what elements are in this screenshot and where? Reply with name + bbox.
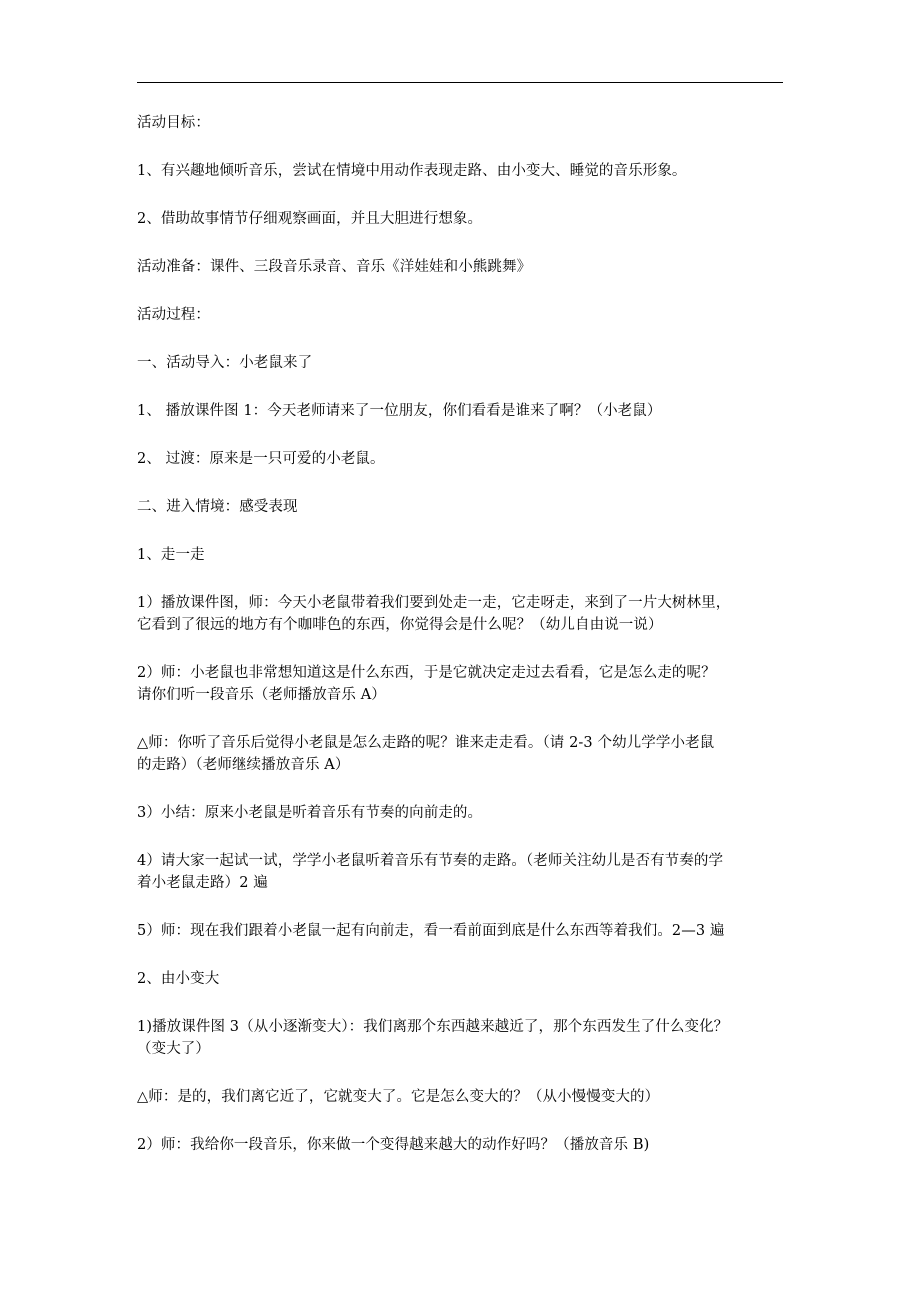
paragraph (137, 304, 787, 326)
paragraph (137, 400, 787, 422)
paragraph-line: （变大了） (137, 1041, 210, 1057)
paragraph (137, 1134, 787, 1156)
paragraph (137, 160, 787, 182)
paragraph-line: 2、借助故事情节仔细观察画面，并且大胆进行想象。 (137, 211, 483, 227)
paragraph-line: 1、走一走 (137, 547, 205, 563)
paragraph-line: 3）小结：原来小老鼠是听着音乐有节奏的向前走的。 (137, 805, 483, 821)
paragraph (137, 592, 787, 636)
paragraph (137, 850, 787, 894)
paragraph (137, 662, 787, 706)
paragraph-line: 1）播放课件图，师：今天小老鼠带着我们要到处走一走，它走呀走，来到了一片大树林里， (137, 595, 731, 611)
paragraph-line: 它看到了很远的地方有个咖啡色的东西，你觉得会是什么呢？（幼儿自由说一说） (137, 617, 663, 633)
paragraph-line: 2、 过渡：原来是一只可爱的小老鼠。 (137, 451, 385, 467)
paragraph (137, 208, 787, 230)
paragraph (137, 802, 787, 824)
paragraph-line: 2）师：小老鼠也非常想知道这是什么东西，于是它就决定走过去看看，它是怎么走的呢？ (137, 665, 716, 681)
paragraph (137, 448, 787, 470)
paragraph-line: 活动过程： (137, 307, 210, 323)
paragraph-line: 二、进入情境：感受表现 (137, 499, 298, 515)
paragraph-line: △师：你听了音乐后觉得小老鼠是怎么走路的呢？谁来走走看。（请 2-3 个幼儿学学小老鼠 (137, 735, 715, 751)
paragraph-line: 4）请大家一起试一试，学学小老鼠听着音乐有节奏的走路。（老师关注幼儿是否有节奏的学 (137, 853, 724, 869)
paragraph (137, 732, 787, 776)
paragraph (137, 920, 787, 942)
paragraph (137, 1086, 787, 1108)
paragraph (137, 112, 787, 134)
paragraph-line: 请你们听一段音乐（老师播放音乐 A） (137, 687, 386, 703)
paragraph-line: 的走路）（老师继续播放音乐 A） (137, 757, 350, 773)
header-rule (137, 82, 783, 83)
paragraph-line: 2）师：我给你一段音乐，你来做一个变得越来越大的动作好吗？（播放音乐 B) (137, 1137, 650, 1153)
paragraph-line: 1)播放课件图 3（从小逐渐变大）：我们离那个东西越来越近了，那个东西发生了什么变化？ (137, 1019, 729, 1035)
paragraph-line: 活动准备：课件、三段音乐录音、音乐《洋娃娃和小熊跳舞》 (137, 259, 532, 275)
paragraph-line: 2、由小变大 (137, 971, 220, 987)
paragraph-line: △师：是的，我们离它近了，它就变大了。它是怎么变大的？（从小慢慢变大的） (137, 1089, 660, 1105)
paragraph-line: 1、 播放课件图 1：今天老师请来了一位朋友，你们看看是谁来了啊？（小老鼠） (137, 403, 662, 419)
paragraph (137, 544, 787, 566)
paragraph-line: 一、活动导入：小老鼠来了 (137, 355, 313, 371)
paragraph (137, 496, 787, 518)
paragraph-line: 1、有兴趣地倾听音乐，尝试在情境中用动作表现走路、由小变大、睡觉的音乐形象。 (137, 163, 687, 179)
paragraph (137, 1016, 787, 1060)
paragraph-line: 着小老鼠走路）2 遍 (137, 875, 268, 891)
paragraph (137, 968, 787, 990)
paragraph (137, 352, 787, 374)
paragraph-line: 活动目标： (137, 115, 210, 131)
document-body (137, 112, 787, 1182)
paragraph-line: 5）师：现在我们跟着小老鼠一起有向前走，看一看前面到底是什么东西等着我们。2—3 遍 (137, 923, 725, 939)
paragraph (137, 256, 787, 278)
